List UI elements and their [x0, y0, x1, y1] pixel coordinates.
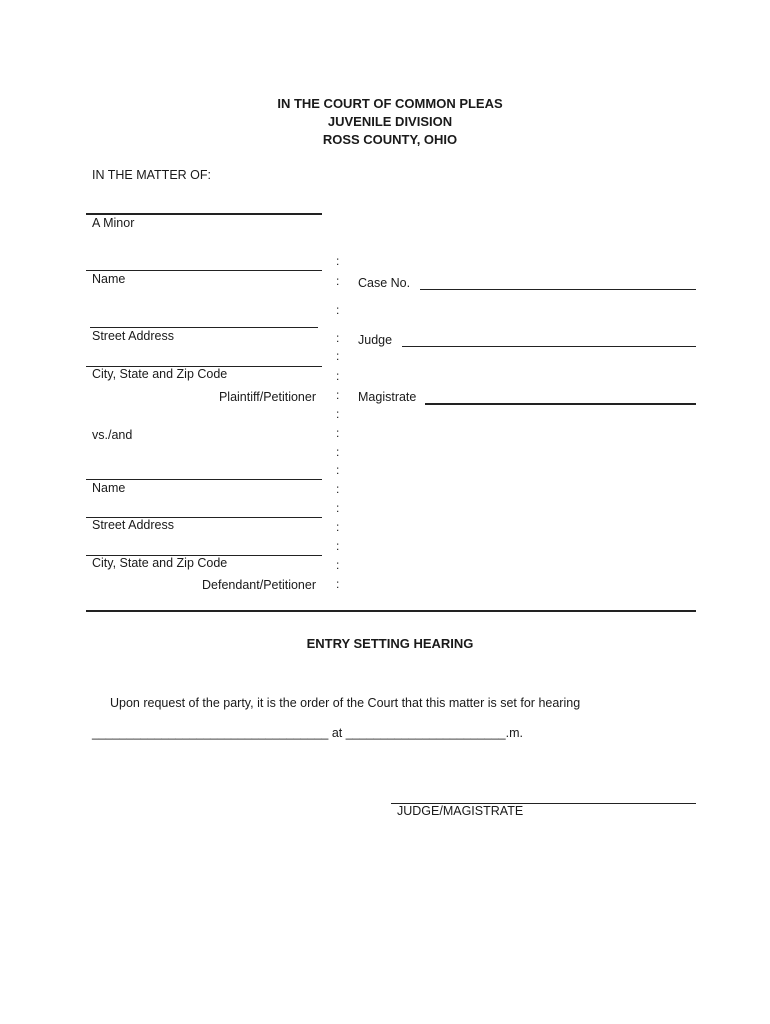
caption-colon: :: [336, 463, 340, 477]
caption-colon: :: [336, 349, 340, 363]
caption-colon: :: [336, 407, 340, 421]
caption-colon: :: [336, 520, 340, 534]
minor-label: A Minor: [92, 216, 135, 230]
judge-label: Judge: [358, 333, 393, 347]
caption-colon: :: [336, 501, 340, 515]
caption-colon: :: [336, 445, 340, 459]
plaintiff-street-label: Street Address: [92, 329, 174, 343]
caption-colon: :: [336, 482, 340, 496]
plaintiff-city-label: City, State and Zip Code: [92, 367, 228, 381]
defendant-name-label: Name: [92, 481, 126, 495]
caption-colon: :: [336, 303, 340, 317]
versus-label: vs./and: [92, 428, 133, 442]
court-name: IN THE COURT OF COMMON PLEAS: [277, 96, 503, 111]
signature-label: JUDGE/MAGISTRATE: [397, 804, 524, 818]
case-no-line[interactable]: [420, 289, 696, 290]
magistrate-label: Magistrate: [358, 390, 417, 404]
caption-colon: :: [336, 558, 340, 572]
caption-colon: :: [336, 539, 340, 553]
court-division: JUVENILE DIVISION: [327, 114, 453, 129]
hearing-date-time-line[interactable]: __________________________________ at _______________________.m.: [92, 726, 523, 740]
minor-name-line[interactable]: [86, 213, 322, 215]
caption-colon: :: [336, 388, 340, 402]
defendant-name-line[interactable]: [86, 479, 322, 480]
caption-divider: [86, 610, 696, 612]
defendant-city-label: City, State and Zip Code: [92, 556, 228, 570]
court-county: ROSS COUNTY, OHIO: [322, 132, 458, 147]
magistrate-line[interactable]: [425, 403, 696, 405]
matter-of-label: IN THE MATTER OF:: [92, 168, 211, 182]
court-header: [0, 95, 770, 149]
plaintiff-name-line[interactable]: [86, 270, 322, 271]
order-text: Upon request of the party, it is the order of the Court that this matter is set for hearing: [110, 696, 581, 710]
plaintiff-street-line[interactable]: [90, 327, 318, 328]
plaintiff-name-label: Name: [92, 272, 126, 286]
caption-colon: :: [336, 274, 340, 288]
defendant-street-label: Street Address: [92, 518, 174, 532]
entry-title: ENTRY SETTING HEARING: [306, 636, 474, 651]
case-no-label: Case No.: [358, 276, 411, 290]
caption-colon: :: [336, 254, 340, 268]
caption-colon: :: [336, 331, 340, 345]
caption-colon: :: [336, 577, 340, 591]
caption-colon: :: [336, 426, 340, 440]
judge-line[interactable]: [402, 346, 696, 347]
caption-colon: :: [336, 369, 340, 383]
defendant-role-label: Defendant/Petitioner: [202, 578, 316, 592]
plaintiff-role-label: Plaintiff/Petitioner: [218, 390, 316, 404]
